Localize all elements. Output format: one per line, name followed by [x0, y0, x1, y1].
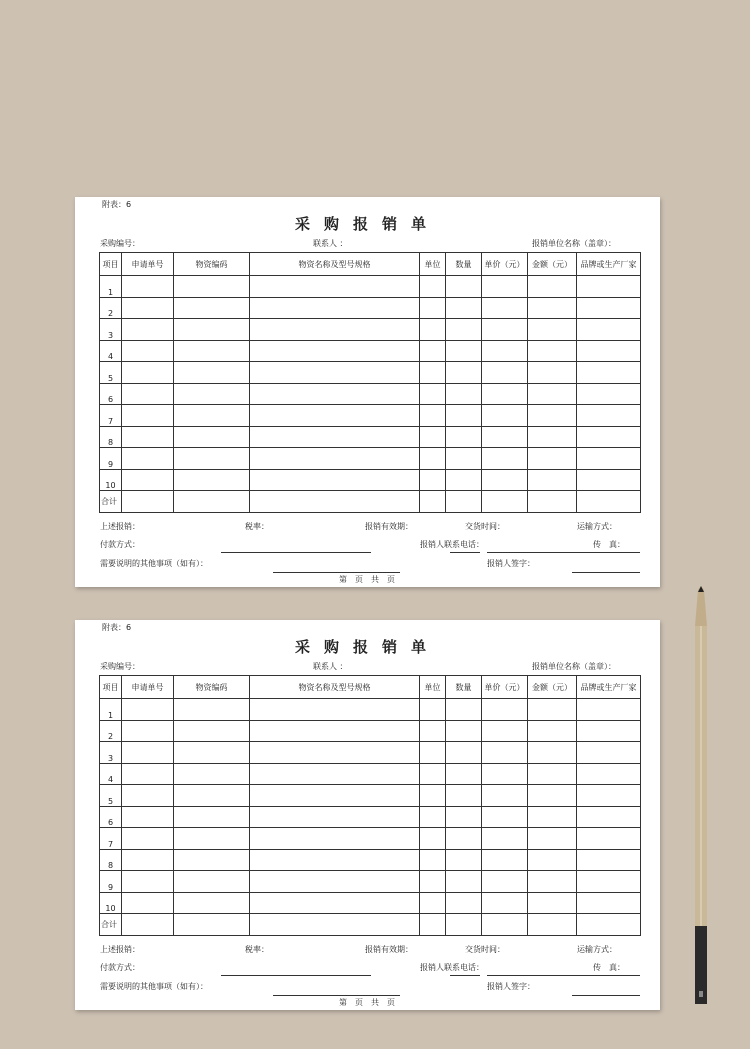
table-cell[interactable]: [446, 491, 482, 513]
table-row: [100, 362, 641, 384]
table-row: [100, 383, 641, 405]
row-number-cell: 10: [100, 892, 122, 914]
table-cell[interactable]: [420, 297, 446, 319]
table-header-row: [100, 253, 641, 276]
table-cell[interactable]: [122, 699, 174, 721]
table-cell[interactable]: [122, 405, 174, 427]
row-number-cell: 8: [100, 426, 122, 448]
table-row: [100, 849, 641, 871]
table-cell[interactable]: [482, 340, 528, 362]
table-row: [100, 405, 641, 427]
table-cell[interactable]: [577, 871, 641, 893]
row-number-cell: 3: [100, 319, 122, 341]
table-cell[interactable]: [528, 742, 577, 764]
reimbursed-label: 上述报销：: [100, 522, 140, 531]
table-cell[interactable]: [482, 892, 528, 914]
table-cell[interactable]: [528, 720, 577, 742]
table-cell[interactable]: [420, 849, 446, 871]
column-header: 品牌或生产厂家: [577, 253, 641, 276]
contact-label[interactable]: 联系人 ：: [313, 662, 348, 671]
payment-line[interactable]: [221, 975, 371, 976]
table-cell[interactable]: [420, 405, 446, 427]
row-number-cell: 7: [100, 828, 122, 850]
table-row: [100, 763, 641, 785]
column-header: 申请单号: [122, 676, 174, 699]
table-cell[interactable]: [250, 319, 420, 341]
table-cell[interactable]: [420, 785, 446, 807]
table-cell[interactable]: [577, 785, 641, 807]
row-number-cell: 2: [100, 720, 122, 742]
table-cell[interactable]: [577, 699, 641, 721]
payment-line[interactable]: [221, 552, 371, 553]
items-table: [99, 675, 641, 936]
table-cell[interactable]: [446, 405, 482, 427]
column-header: 单位: [420, 253, 446, 276]
table-cell[interactable]: [174, 871, 250, 893]
table-cell[interactable]: [174, 742, 250, 764]
table-row: [100, 340, 641, 362]
table-cell[interactable]: [577, 469, 641, 491]
row-number-cell: 7: [100, 405, 122, 427]
table-cell[interactable]: [482, 699, 528, 721]
table-cell[interactable]: [528, 340, 577, 362]
table-cell[interactable]: [250, 892, 420, 914]
table-cell[interactable]: [446, 448, 482, 470]
table-cell[interactable]: [420, 914, 446, 936]
column-header: 品牌或生产厂家: [577, 676, 641, 699]
table-cell[interactable]: [174, 763, 250, 785]
table-cell[interactable]: [482, 806, 528, 828]
attachment-label: 附表：6: [102, 623, 132, 632]
table-cell[interactable]: [122, 914, 174, 936]
table-cell[interactable]: [122, 340, 174, 362]
table-cell[interactable]: [577, 720, 641, 742]
column-header: 金额（元）: [528, 676, 577, 699]
table-cell[interactable]: [446, 699, 482, 721]
table-cell[interactable]: [174, 276, 250, 298]
payment-label: 付款方式：: [100, 963, 140, 972]
table-cell[interactable]: [250, 849, 420, 871]
table-cell[interactable]: [174, 914, 250, 936]
table-cell[interactable]: [528, 319, 577, 341]
table-cell[interactable]: [122, 849, 174, 871]
row-number-cell: 合计: [100, 491, 122, 513]
column-header: 物资名称及型号规格: [250, 253, 420, 276]
table-cell[interactable]: [250, 763, 420, 785]
table-row: [100, 491, 641, 513]
column-header: 项目: [100, 676, 122, 699]
transport-label: 运输方式：: [577, 945, 617, 954]
table-cell[interactable]: [122, 319, 174, 341]
table-cell[interactable]: [174, 297, 250, 319]
table-cell[interactable]: [122, 383, 174, 405]
table-cell[interactable]: [420, 763, 446, 785]
form-title: 采购报销单: [294, 638, 440, 656]
table-cell[interactable]: [174, 849, 250, 871]
signature-line[interactable]: [572, 995, 640, 996]
signature-line[interactable]: [572, 572, 640, 573]
table-cell[interactable]: [528, 699, 577, 721]
table-cell[interactable]: [174, 362, 250, 384]
row-number-cell: 9: [100, 448, 122, 470]
table-cell[interactable]: [577, 806, 641, 828]
table-row: [100, 828, 641, 850]
table-cell[interactable]: [446, 742, 482, 764]
table-cell[interactable]: [446, 426, 482, 448]
table-cell[interactable]: [420, 491, 446, 513]
table-cell[interactable]: [446, 828, 482, 850]
table-cell[interactable]: [577, 276, 641, 298]
table-row: [100, 276, 641, 298]
payment-label: 付款方式：: [100, 540, 140, 549]
row-number-cell: 9: [100, 871, 122, 893]
purchase-no-label[interactable]: 采购编号：: [100, 662, 140, 671]
table-cell[interactable]: [482, 914, 528, 936]
fax-label: 传 真：: [593, 540, 625, 549]
table-cell[interactable]: [420, 742, 446, 764]
table-cell[interactable]: [446, 806, 482, 828]
table-cell[interactable]: [250, 914, 420, 936]
table-cell[interactable]: [174, 319, 250, 341]
table-row: [100, 448, 641, 470]
delivery-label: 交货时间：: [465, 522, 505, 531]
table-cell[interactable]: [420, 806, 446, 828]
table-cell[interactable]: [577, 914, 641, 936]
reimbursed-label: 上述报销：: [100, 945, 140, 954]
contact-label[interactable]: 联系人 ：: [313, 239, 348, 248]
table-row: [100, 785, 641, 807]
table-cell[interactable]: [482, 448, 528, 470]
pencil-icon: [693, 586, 709, 1006]
table-cell[interactable]: [482, 383, 528, 405]
column-header: 金额（元）: [528, 253, 577, 276]
table-cell[interactable]: [250, 362, 420, 384]
table-cell[interactable]: [250, 871, 420, 893]
table-cell[interactable]: [577, 892, 641, 914]
table-cell[interactable]: [122, 469, 174, 491]
table-cell[interactable]: [446, 914, 482, 936]
table-cell[interactable]: [250, 806, 420, 828]
table-cell[interactable]: [577, 319, 641, 341]
table-cell[interactable]: [250, 405, 420, 427]
table-cell[interactable]: [250, 340, 420, 362]
table-cell[interactable]: [577, 362, 641, 384]
attachment-label: 附表：6: [102, 200, 132, 209]
table-cell[interactable]: [122, 720, 174, 742]
table-cell[interactable]: [420, 340, 446, 362]
table-cell[interactable]: [420, 426, 446, 448]
table-cell[interactable]: [250, 720, 420, 742]
table-cell[interactable]: [122, 828, 174, 850]
notes-line[interactable]: [273, 572, 400, 573]
table-cell[interactable]: [250, 276, 420, 298]
table-cell[interactable]: [122, 763, 174, 785]
table-cell[interactable]: [482, 871, 528, 893]
column-header: 单价（元）: [482, 676, 528, 699]
row-number-cell: 5: [100, 785, 122, 807]
row-number-cell: 1: [100, 276, 122, 298]
row-number-cell: 4: [100, 340, 122, 362]
table-cell[interactable]: [174, 469, 250, 491]
row-number-cell: 3: [100, 742, 122, 764]
table-row: [100, 469, 641, 491]
notes-line[interactable]: [273, 995, 400, 996]
table-cell[interactable]: [174, 828, 250, 850]
table-cell[interactable]: [122, 806, 174, 828]
form-title: 采购报销单: [294, 215, 440, 233]
tax-label: 税率：: [245, 945, 269, 954]
table-cell[interactable]: [420, 871, 446, 893]
table-cell[interactable]: [528, 405, 577, 427]
validity-label: 报销有效期：: [365, 945, 413, 954]
row-number-cell: 2: [100, 297, 122, 319]
column-header: 项目: [100, 253, 122, 276]
fax-label: 传 真：: [593, 963, 625, 972]
table-cell[interactable]: [528, 276, 577, 298]
row-number-cell: 4: [100, 763, 122, 785]
table-cell[interactable]: [420, 699, 446, 721]
tax-label: 税率：: [245, 522, 269, 531]
table-cell[interactable]: [250, 491, 420, 513]
table-cell[interactable]: [482, 405, 528, 427]
table-cell[interactable]: [528, 491, 577, 513]
column-header: 物资编码: [174, 676, 250, 699]
table-cell[interactable]: [250, 469, 420, 491]
table-cell[interactable]: [122, 297, 174, 319]
unit-label[interactable]: 报销单位名称（盖章）：: [532, 662, 616, 671]
table-cell[interactable]: [174, 491, 250, 513]
table-cell[interactable]: [577, 763, 641, 785]
table-cell[interactable]: [577, 448, 641, 470]
table-row: [100, 914, 641, 936]
table-cell[interactable]: [528, 763, 577, 785]
table-cell[interactable]: [446, 340, 482, 362]
table-cell[interactable]: [482, 828, 528, 850]
table-cell[interactable]: [122, 892, 174, 914]
column-header: 数量: [446, 253, 482, 276]
table-cell[interactable]: [122, 785, 174, 807]
table-cell[interactable]: [577, 297, 641, 319]
table-cell[interactable]: [577, 426, 641, 448]
purchase-no-label[interactable]: 采购编号：: [100, 239, 140, 248]
table-cell[interactable]: [482, 297, 528, 319]
column-header: 单位: [420, 676, 446, 699]
table-cell[interactable]: [577, 828, 641, 850]
table-cell[interactable]: [174, 383, 250, 405]
table-cell[interactable]: [577, 491, 641, 513]
table-cell[interactable]: [482, 763, 528, 785]
reimbursement-form-1: [75, 197, 660, 587]
table-cell[interactable]: [528, 362, 577, 384]
phone-line[interactable]: [487, 975, 640, 976]
table-cell[interactable]: [250, 383, 420, 405]
items-table: [99, 252, 641, 513]
table-row: [100, 720, 641, 742]
table-cell[interactable]: [482, 849, 528, 871]
table-cell[interactable]: [122, 276, 174, 298]
table-row: [100, 297, 641, 319]
table-cell[interactable]: [174, 785, 250, 807]
table-cell[interactable]: [528, 297, 577, 319]
table-cell[interactable]: [528, 828, 577, 850]
row-number-cell: 5: [100, 362, 122, 384]
table-cell[interactable]: [528, 448, 577, 470]
table-cell[interactable]: [122, 448, 174, 470]
table-cell[interactable]: [577, 405, 641, 427]
table-cell[interactable]: [174, 720, 250, 742]
table-cell[interactable]: [122, 742, 174, 764]
table-row: [100, 426, 641, 448]
table-row: [100, 319, 641, 341]
table-cell[interactable]: [446, 763, 482, 785]
table-cell[interactable]: [482, 469, 528, 491]
table-cell[interactable]: [446, 892, 482, 914]
unit-label[interactable]: 报销单位名称（盖章）：: [532, 239, 616, 248]
table-cell[interactable]: [250, 448, 420, 470]
signature-label: 报销人签字：: [487, 559, 535, 568]
table-cell[interactable]: [482, 319, 528, 341]
notes-label: 需要说明的其他事项（如有）：: [100, 982, 208, 991]
table-cell[interactable]: [122, 362, 174, 384]
table-cell[interactable]: [446, 383, 482, 405]
table-cell[interactable]: [122, 491, 174, 513]
row-number-cell: 10: [100, 469, 122, 491]
phone-line-short[interactable]: [450, 975, 480, 976]
table-row: [100, 892, 641, 914]
row-number-cell: 6: [100, 383, 122, 405]
column-header: 物资编码: [174, 253, 250, 276]
transport-label: 运输方式：: [577, 522, 617, 531]
row-number-cell: 6: [100, 806, 122, 828]
table-cell[interactable]: [446, 297, 482, 319]
table-cell[interactable]: [482, 742, 528, 764]
column-header: 数量: [446, 676, 482, 699]
table-cell[interactable]: [528, 383, 577, 405]
table-cell[interactable]: [577, 849, 641, 871]
signature-label: 报销人签字：: [487, 982, 535, 991]
table-cell[interactable]: [250, 785, 420, 807]
table-cell[interactable]: [528, 785, 577, 807]
table-cell[interactable]: [250, 828, 420, 850]
table-cell[interactable]: [482, 426, 528, 448]
row-number-cell: 8: [100, 849, 122, 871]
page-label: 第 页 共 页: [339, 998, 395, 1007]
phone-line[interactable]: [487, 552, 640, 553]
table-cell[interactable]: [577, 383, 641, 405]
table-cell[interactable]: [174, 340, 250, 362]
table-cell[interactable]: [577, 742, 641, 764]
table-cell[interactable]: [482, 276, 528, 298]
table-cell[interactable]: [174, 699, 250, 721]
table-cell[interactable]: [446, 276, 482, 298]
row-number-cell: 1: [100, 699, 122, 721]
table-cell[interactable]: [446, 469, 482, 491]
table-cell[interactable]: [446, 849, 482, 871]
table-cell[interactable]: [122, 871, 174, 893]
notes-label: 需要说明的其他事项（如有）：: [100, 559, 208, 568]
table-cell[interactable]: [250, 742, 420, 764]
phone-label: 报销人联系电话：: [420, 540, 484, 549]
table-cell[interactable]: [174, 405, 250, 427]
table-cell[interactable]: [174, 806, 250, 828]
column-header: 申请单号: [122, 253, 174, 276]
table-cell[interactable]: [446, 785, 482, 807]
table-cell[interactable]: [420, 469, 446, 491]
table-cell[interactable]: [577, 340, 641, 362]
table-cell[interactable]: [420, 276, 446, 298]
table-cell[interactable]: [446, 720, 482, 742]
table-cell[interactable]: [420, 828, 446, 850]
row-number-cell: 合计: [100, 914, 122, 936]
table-cell[interactable]: [482, 491, 528, 513]
delivery-label: 交货时间：: [465, 945, 505, 954]
table-cell[interactable]: [528, 871, 577, 893]
table-row: [100, 699, 641, 721]
table-cell[interactable]: [482, 362, 528, 384]
table-cell[interactable]: [420, 362, 446, 384]
table-cell[interactable]: [528, 914, 577, 936]
phone-line-short[interactable]: [450, 552, 480, 553]
column-header: 物资名称及型号规格: [250, 676, 420, 699]
page-label: 第 页 共 页: [339, 575, 395, 584]
phone-label: 报销人联系电话：: [420, 963, 484, 972]
table-cell[interactable]: [250, 426, 420, 448]
table-cell[interactable]: [250, 699, 420, 721]
table-cell[interactable]: [420, 448, 446, 470]
table-cell[interactable]: [482, 720, 528, 742]
table-row: [100, 806, 641, 828]
table-cell[interactable]: [446, 362, 482, 384]
table-cell[interactable]: [420, 383, 446, 405]
table-cell[interactable]: [528, 469, 577, 491]
reimbursement-form-2: [75, 620, 660, 1010]
table-cell[interactable]: [420, 720, 446, 742]
column-header: 单价（元）: [482, 253, 528, 276]
table-cell[interactable]: [528, 426, 577, 448]
table-cell[interactable]: [528, 892, 577, 914]
table-row: [100, 742, 641, 764]
table-row: [100, 871, 641, 893]
table-cell[interactable]: [420, 319, 446, 341]
table-cell[interactable]: [482, 785, 528, 807]
table-cell[interactable]: [420, 892, 446, 914]
table-cell[interactable]: [174, 426, 250, 448]
validity-label: 报销有效期：: [365, 522, 413, 531]
table-cell[interactable]: [446, 871, 482, 893]
table-cell[interactable]: [122, 426, 174, 448]
table-cell[interactable]: [250, 297, 420, 319]
table-cell[interactable]: [174, 892, 250, 914]
table-cell[interactable]: [174, 448, 250, 470]
table-cell[interactable]: [446, 319, 482, 341]
table-cell[interactable]: [528, 849, 577, 871]
table-header-row: [100, 676, 641, 699]
table-cell[interactable]: [528, 806, 577, 828]
